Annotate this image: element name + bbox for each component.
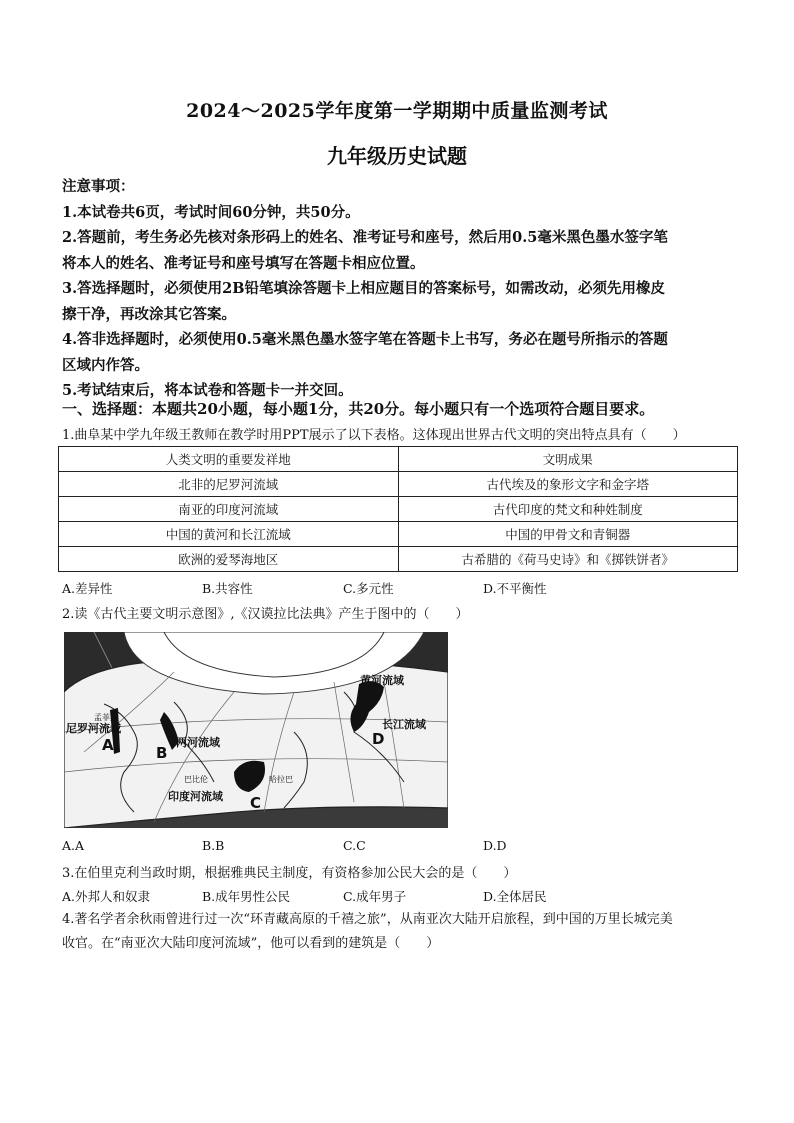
- option-c: C.成年男子: [343, 889, 407, 904]
- label-two-rivers: 两河流域: [176, 736, 220, 749]
- notes-line: 区域内作答。: [62, 356, 149, 374]
- option-a: A.A: [62, 838, 85, 853]
- question-4-line-1: 4.著名学者余秋雨曾进行过一次“环青藏高原的千禧之旅”，从南亚次大陆开启旅程，到中国的万里长城完美: [62, 912, 673, 927]
- label-yellow-river: 黄河流域: [360, 674, 404, 687]
- table-cell: 古代埃及的象形文字和金字塔: [398, 472, 738, 497]
- option-a: A.差异性: [62, 581, 113, 596]
- question-1-stem: 1.曲阜某中学九年级王教师在教学时用PPT展示了以下表格。这体现出世界古代文明的突出特点具有（ ）: [62, 428, 686, 443]
- table-header-cell: 人类文明的重要发祥地: [59, 447, 399, 472]
- option-d: D.不平衡性: [483, 581, 547, 596]
- table-cell: 古希腊的《荷马史诗》和《掷铁饼者》: [398, 547, 738, 572]
- table-cell: 中国的甲骨文和青铜器: [398, 522, 738, 547]
- label-a: A: [102, 736, 114, 754]
- label-small-1: 孟菲斯: [94, 713, 118, 722]
- label-small-3: 哈拉巴: [269, 775, 293, 784]
- table-header-cell: 文明成果: [398, 447, 738, 472]
- notes-line: 4.答非选择题时，必须使用0.5毫米黑色墨水签字笔在答题卡上书写，务必在题号所指示的答题: [62, 331, 668, 348]
- question-4-line-2: 收官。在“南亚次大陆印度河流域”，他可以看到的建筑是（ ）: [62, 936, 440, 951]
- option-b: B.共容性: [202, 581, 253, 596]
- notes-line: 2.答题前，考生务必先核对条形码上的姓名、准考证号和座号，然后用0.5毫米黑色墨水签字笔: [62, 229, 668, 246]
- notes-line: 擦干净，再改涂其它答案。: [62, 305, 236, 323]
- table-header-row: [59, 447, 738, 472]
- notes-line: 1.本试卷共6页，考试时间60分钟，共50分。: [62, 203, 360, 221]
- label-small-2: 巴比伦: [184, 775, 208, 784]
- label-c: C: [250, 794, 262, 812]
- notes-block: [62, 174, 742, 404]
- option-d: D.全体居民: [483, 889, 547, 904]
- question-2-stem: 2.读《古代主要文明示意图》,《汉谟拉比法典》产生于图中的（ ）: [62, 607, 469, 622]
- table-row: [59, 522, 738, 547]
- option-b: B.成年男性公民: [202, 889, 291, 904]
- notes-line: 5.考试结束后，将本试卷和答题卡一并交回。: [62, 382, 353, 399]
- exam-subtitle: 九年级历史试题: [327, 144, 467, 168]
- option-b: B.B: [202, 838, 225, 853]
- section-heading: 一、选择题：本题共20小题，每小题1分，共20分。每小题只有一个选项符合题目要求。: [62, 400, 655, 418]
- table-cell: 南亚的印度河流域: [59, 497, 399, 522]
- table-cell: 古代印度的梵文和种姓制度: [398, 497, 738, 522]
- ancient-civilizations-map: [64, 632, 448, 828]
- option-a: A.外邦人和奴隶: [62, 889, 151, 904]
- label-yangtze: 长江流域: [382, 718, 426, 731]
- table-cell: 北非的尼罗河流域: [59, 472, 399, 497]
- table-cell: 中国的黄河和长江流域: [59, 522, 399, 547]
- notes-line: 将本人的姓名、准考证号和座号填写在答题卡相应位置。: [62, 254, 425, 272]
- exam-title: 2024～2025学年度第一学期期中质量监测考试: [186, 100, 608, 122]
- label-b: B: [156, 744, 168, 762]
- option-c: C.C: [343, 838, 366, 853]
- label-d: D: [372, 730, 385, 748]
- notes-line: 3.答选择题时，必须使用2B铅笔填涂答题卡上相应题目的答案标号，如需改动，必须先用橡皮: [62, 280, 665, 297]
- table-row: [59, 497, 738, 522]
- question-4-stem: [62, 908, 742, 956]
- option-c: C.多元性: [343, 581, 394, 596]
- table-cell: 欧洲的爱琴海地区: [59, 547, 399, 572]
- label-nile: 尼罗河流域: [66, 722, 121, 735]
- table-row: [59, 547, 738, 572]
- option-d: D.D: [483, 838, 507, 853]
- question-1-table: [58, 446, 738, 572]
- question-2-options: [62, 838, 742, 858]
- question-3-options: [62, 887, 742, 907]
- question-3-stem: 3.在伯里克利当政时期，根据雅典民主制度，有资格参加公民大会的是（ ）: [62, 866, 517, 881]
- label-indus: 印度河流域: [168, 790, 223, 803]
- table-row: [59, 472, 738, 497]
- notes-heading: 注意事项：: [62, 178, 135, 195]
- question-1-options: [62, 579, 742, 599]
